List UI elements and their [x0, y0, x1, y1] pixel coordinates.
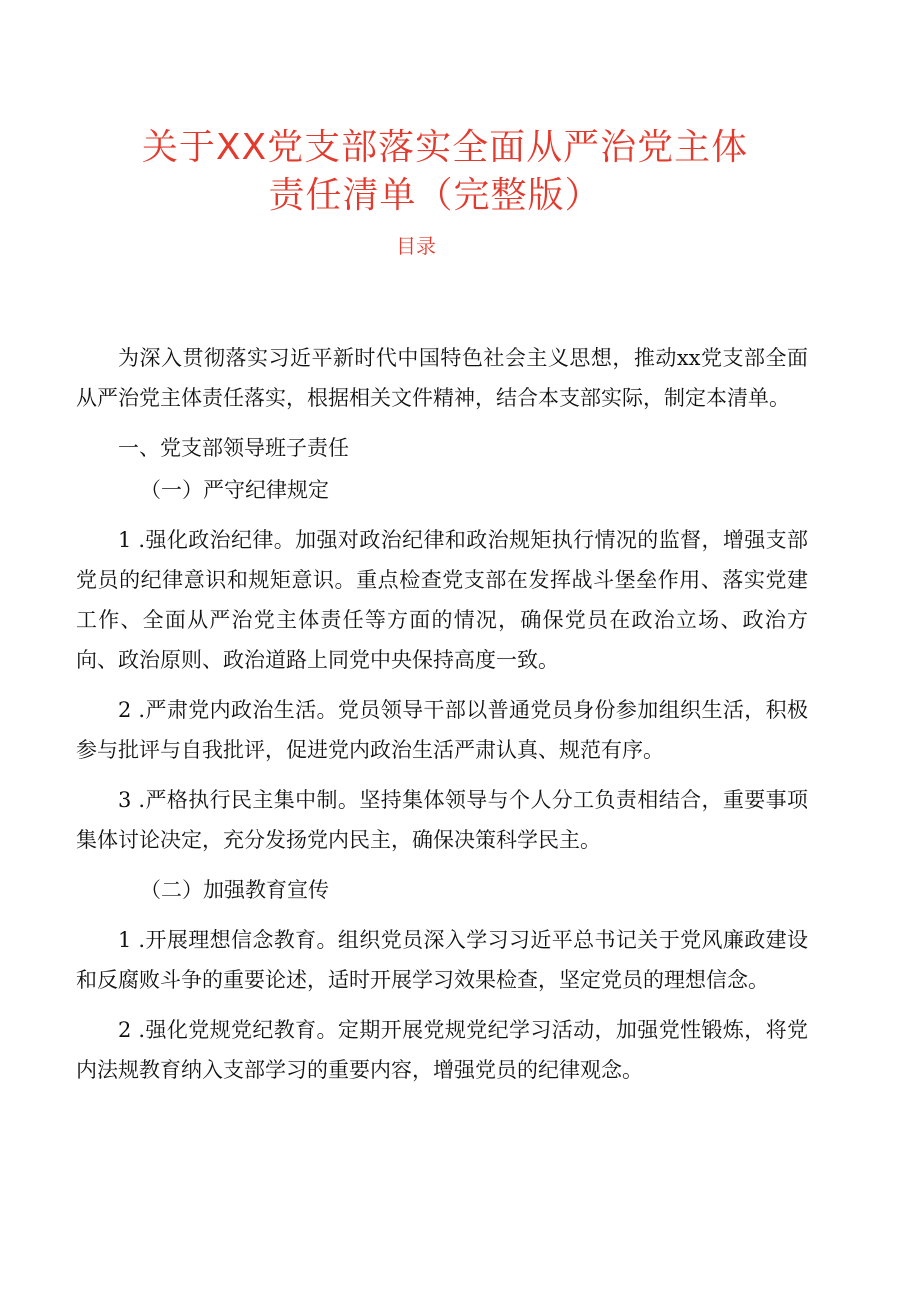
title-line-1: 关于XX党支部落实全面从严治党主体 — [141, 127, 749, 168]
list-item: 3 .严格执行民主集中制。坚持集体领导与个人分工负责相结合，重要事项集体讨论决定，充分发扬党内民主，确保决策科学民主。 — [76, 788, 808, 852]
toc-label: 目录 — [396, 234, 436, 258]
section-heading-1: 一、党支部领导班子责任 — [118, 436, 349, 460]
list-item: 1 .开展理想信念教育。组织党员深入学习习近平总书记关于党风廉政建设和反腐败斗争的重要论述，适时开展学习效果检查，坚定党员的理想信念。 — [76, 928, 808, 992]
list-item: 1 .强化政治纪律。加强对政治纪律和政治规矩执行情况的监督，增强支部党员的纪律意识和规矩意识。重点检查党支部在发挥战斗堡垒作用、落实党建工作、全面从严治党主体责任等方面的情况，确保党员在政治立场、政治方向、政治原则、政治道路上同党中央保持高度一致。 — [76, 528, 808, 672]
subsection-heading-2: （二）加强教育宣传 — [140, 878, 329, 902]
list-item: 2 .强化党规党纪教育。定期开展党规党纪学习活动，加强党性锻炼，将党内法规教育纳入支部学习的重要内容，增强党员的纪律观念。 — [76, 1018, 808, 1082]
title-line-2: 责任清单（完整版） — [268, 175, 602, 216]
subsection-heading-1: （一）严守纪律规定 — [140, 478, 329, 502]
intro-paragraph: 为深入贯彻落实习近平新时代中国特色社会主义思想，推动xx党支部全面从严治党主体责任落实，根据相关文件精神，结合本支部实际，制定本清单。 — [76, 346, 808, 410]
list-item: 2 .严肃党内政治生活。党员领导干部以普通党员身份参加组织生活，积极参与批评与自我批评，促进党内政治生活严肃认真、规范有序。 — [76, 698, 808, 762]
document-title — [0, 124, 920, 220]
document-body — [76, 338, 808, 1100]
